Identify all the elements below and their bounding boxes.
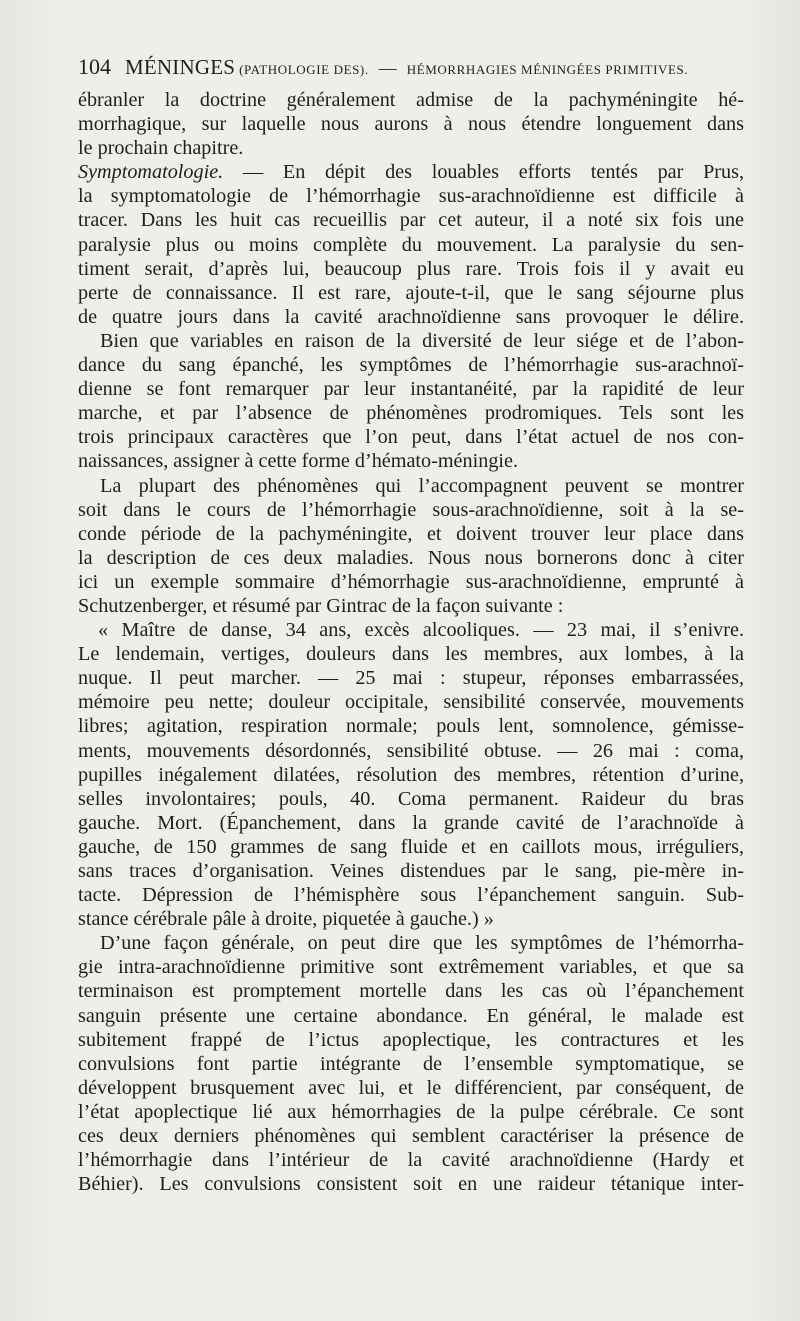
- text-line: perte de connaissance. Il est rare, ajoute-t-il, que le sang séjourne plus: [78, 281, 744, 304]
- text-line: convulsions font partie intégrante de l’ensemble symptomatique, se: [78, 1052, 744, 1075]
- text-line: conde période de la pachyméningite, et doivent trouver leur place dans: [78, 522, 744, 545]
- text-line: gauche. Mort. (Épanchement, dans la grande cavité de l’arachnoïde à: [78, 811, 744, 834]
- text-line: marche, et par l’absence de phénomènes prodromiques. Tels sont les: [78, 402, 744, 425]
- text-line: ces deux derniers phénomènes qui semblent caractériser la présence de: [78, 1125, 744, 1148]
- text-line: sans traces d’organisation. Veines distendues par le sang, pie-mère in-: [78, 860, 744, 882]
- text-line: le prochain chapitre.: [78, 137, 244, 160]
- text-line: tracer. Dans les huit cas recueillis par cet auteur, il a noté six fois une: [78, 209, 744, 232]
- text-line: l’hémorrhagie dans l’intérieur de la cavité arachnoïdienne (Hardy et: [78, 1149, 744, 1172]
- section-heading: Symptomatologie.: [78, 161, 224, 184]
- text-line: ébranler la doctrine généralement admise de la pachyméningite hé-: [78, 89, 744, 111]
- text-line: selles involontaires; pouls, 40. Coma permanent. Raideur du bras: [78, 787, 744, 810]
- text-line: stance cérébrale pâle à droite, piquetée à gauche.) »: [78, 908, 494, 931]
- text-line: libres; agitation, respiration normale; pouls lent, somnolence, gémisse-: [78, 715, 744, 738]
- text-line: la description de ces deux maladies. Nous nous bornerons donc à citer: [78, 546, 744, 569]
- running-header: [78, 54, 742, 84]
- text-line: Le lendemain, vertiges, douleurs dans les membres, aux lombes, à la: [78, 643, 744, 666]
- header-title: MÉNINGES: [125, 55, 236, 79]
- header-separator: —: [378, 58, 397, 78]
- text-line: dance du sang épanché, les symptômes de l’hémorrhagie sus-arachnoï-: [78, 354, 744, 377]
- page-number: 104: [78, 54, 111, 79]
- text-line: mémoire peu nette; douleur occipitale, sensibilité conservée, mouvements: [78, 691, 744, 714]
- text-line: subitement frappé de l’ictus apoplectique, les contractures et les: [78, 1028, 744, 1051]
- text-line: La plupart des phénomènes qui l’accompagnent peuvent se montrer: [100, 474, 744, 497]
- text-line: l’état apoplectique lié aux hémorrhagies de la pulpe cérébrale. Ce sont: [78, 1100, 744, 1123]
- text-line: pupilles inégalement dilatées, résolution des membres, rétention d’urine,: [78, 763, 744, 786]
- text-line: Bien que variables en raison de la diversité de leur siége et de l’abon-: [100, 329, 744, 352]
- text-line: naissances, assigner à cette forme d’hémato-méningie.: [78, 450, 519, 473]
- text-line: nuque. Il peut marcher. — 25 mai : stupeur, réponses embarrassées,: [78, 667, 744, 690]
- text-line: tacte. Dépression de l’hémisphère sous l’épanchement sanguin. Sub-: [78, 884, 744, 907]
- text-line: ici un exemple sommaire d’hémorrhagie sus-arachnoïdienne, emprunté à: [78, 570, 744, 593]
- text-line: soit dans le cours de l’hémorrhagie sous-arachnoïdienne, soit à la se-: [78, 498, 744, 521]
- header-subtitle: HÉMORRHAGIES MÉNINGÉES PRIMITIVES.: [406, 62, 689, 77]
- header-title-paren: (PATHOLOGIE DES).: [239, 62, 369, 77]
- text-line: gie intra-arachnoïdienne primitive sont extrêmement variables, et que sa: [78, 956, 744, 979]
- text-line: morrhagique, sur laquelle nous aurons à nous étendre longuement dans: [78, 113, 744, 136]
- text-line: trois principaux caractères que l’on peut, dans l’état actuel de nos con-: [78, 426, 744, 449]
- text-line: sanguin présente une certaine abondance. En général, le malade est: [78, 1004, 744, 1027]
- text-line: D’une façon générale, on peut dire que les symptômes de l’hémorrha-: [100, 932, 744, 955]
- text-line: paralysie plus ou moins complète du mouvement. La paralysie du sen-: [78, 233, 744, 256]
- text-line: Béhier). Les convulsions consistent soit en une raideur tétanique inter-: [78, 1173, 744, 1196]
- text-line: timent serait, d’après lui, beaucoup plus rare. Trois fois il y avait eu: [78, 257, 744, 280]
- text-line: Schutzenberger, et résumé par Gintrac de la façon suivante :: [78, 594, 564, 617]
- text-line: ments, mouvements désordonnés, sensibilité obtuse. — 26 mai : coma,: [78, 739, 744, 762]
- text-line: la symptomatologie de l’hémorrhagie sus-arachnoïdienne est difficile à: [78, 185, 744, 208]
- text-line: terminaison est promptement mortelle dans les cas où l’épanchement: [78, 980, 744, 1003]
- text-line: « Maître de danse, 34 ans, excès alcooliques. — 23 mai, il s’enivre.: [98, 619, 744, 642]
- text-line-with-heading: [78, 160, 744, 184]
- text-line: développent brusquement avec lui, et le différencient, par conséquent, de: [78, 1076, 744, 1099]
- text-line: de quatre jours dans la cavité arachnoïdienne sans provoquer le délire.: [78, 305, 744, 328]
- page-body-text: [78, 88, 744, 1196]
- text-line-continuation: — En dépit des louables efforts tentés par Prus,: [242, 161, 745, 184]
- text-line: dienne se font remarquer par leur instantanéité, par la rapidité de leur: [78, 378, 744, 401]
- text-line: gauche, de 150 grammes de sang fluide et en caillots mous, irréguliers,: [78, 835, 744, 858]
